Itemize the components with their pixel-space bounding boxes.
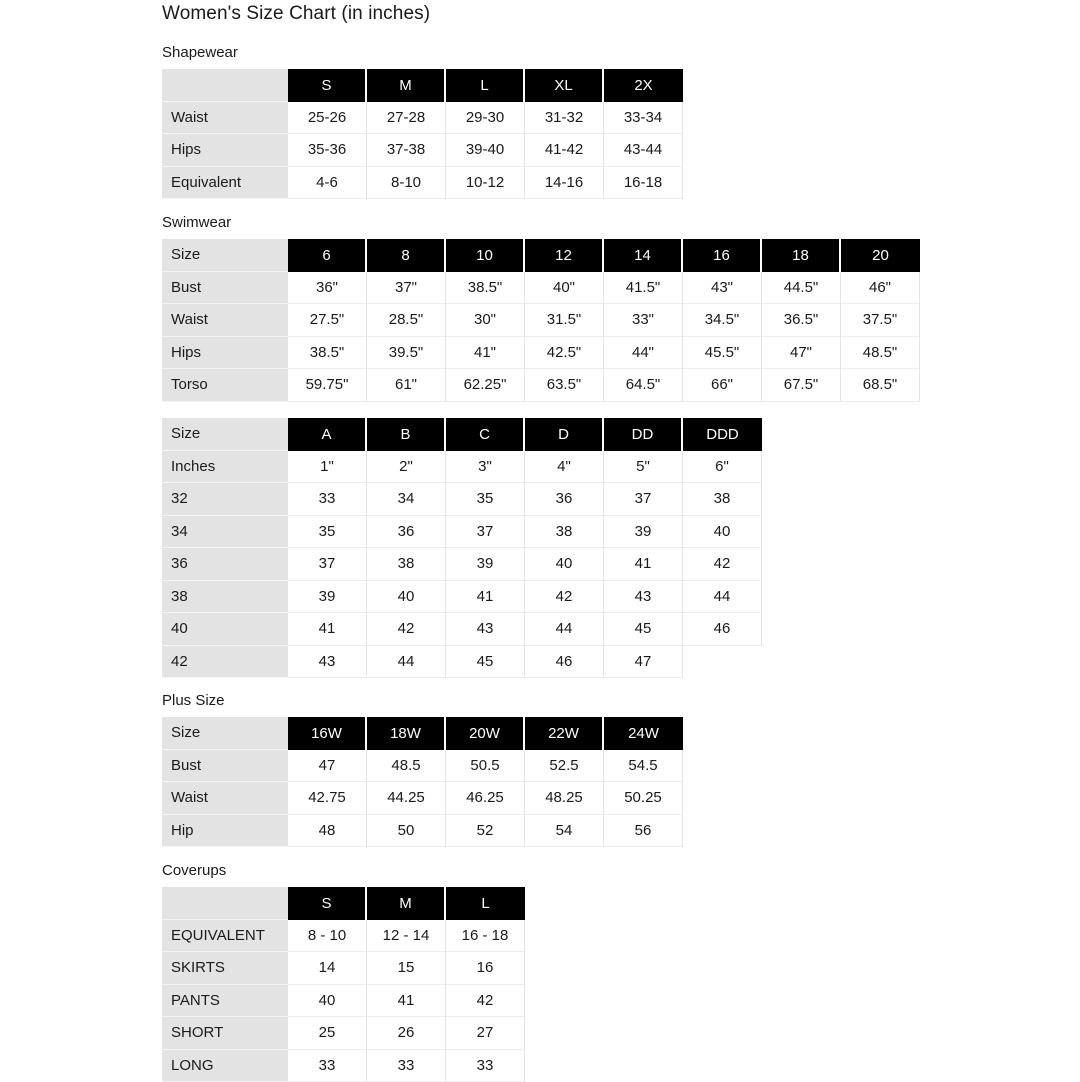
- table-cell: 62.25": [446, 369, 525, 402]
- column-header: L: [446, 887, 525, 920]
- table-cell: 61": [367, 369, 446, 402]
- table-cell: 47": [762, 337, 841, 370]
- section-title-coverups: Coverups: [162, 862, 226, 880]
- table-cell: 40: [288, 985, 367, 1018]
- column-header: 16: [683, 239, 762, 272]
- table-cell: 41.5": [604, 272, 683, 305]
- column-header: M: [367, 69, 446, 102]
- table-cell: 39.5": [367, 337, 446, 370]
- table-cell: 43: [288, 646, 367, 679]
- table-cell: 41: [367, 985, 446, 1018]
- column-header: B: [367, 418, 446, 451]
- table-cell: 43": [683, 272, 762, 305]
- table-cell: 68.5": [841, 369, 920, 402]
- row-label: 32: [162, 483, 288, 516]
- column-header: 22W: [525, 717, 604, 750]
- table-cell: 36.5": [762, 304, 841, 337]
- row-label: 40: [162, 613, 288, 646]
- table-cell: 41: [604, 548, 683, 581]
- table-cell: 29-30: [446, 102, 525, 135]
- table-header-row: [162, 418, 762, 451]
- page-title: Women's Size Chart (in inches): [162, 2, 430, 26]
- table-cell: 50.5: [446, 750, 525, 783]
- column-header: D: [525, 418, 604, 451]
- table-cell: 52.5: [525, 750, 604, 783]
- table-cell: 46: [683, 613, 762, 646]
- column-header: S: [288, 69, 367, 102]
- table-cell: 42: [446, 985, 525, 1018]
- table-cell: 35: [446, 483, 525, 516]
- table-row: [162, 952, 525, 985]
- table-cell: 52: [446, 815, 525, 848]
- column-header: 8: [367, 239, 446, 272]
- table-cell: 40: [683, 516, 762, 549]
- table-header-row: [162, 69, 683, 102]
- table-header-row: [162, 887, 525, 920]
- table-cell: 10-12: [446, 167, 525, 200]
- table-cell: 37.5": [841, 304, 920, 337]
- table-cell: 27: [446, 1017, 525, 1050]
- column-header: 18: [762, 239, 841, 272]
- row-label: Equivalent: [162, 167, 288, 200]
- row-label: SHORT: [162, 1017, 288, 1050]
- table-row: [162, 646, 762, 679]
- table-cell: 46.25: [446, 782, 525, 815]
- table-cell: 40: [525, 548, 604, 581]
- row-label: Bust: [162, 750, 288, 783]
- swimwear-table: [162, 239, 920, 402]
- table-cell: 45.5": [683, 337, 762, 370]
- table-cell: 42: [683, 548, 762, 581]
- table-cell: 48.25: [525, 782, 604, 815]
- table-row: [162, 483, 762, 516]
- table-cell: 1": [288, 451, 367, 484]
- table-row: [162, 369, 920, 402]
- column-header: C: [446, 418, 525, 451]
- table-cell: 54.5: [604, 750, 683, 783]
- row-label: Waist: [162, 304, 288, 337]
- table-row: [162, 782, 683, 815]
- table-cell: 33-34: [604, 102, 683, 135]
- table-cell: 41": [446, 337, 525, 370]
- table-cell: 48: [288, 815, 367, 848]
- section-title-swimwear: Swimwear: [162, 214, 231, 232]
- table-cell: 16: [446, 952, 525, 985]
- row-label: Inches: [162, 451, 288, 484]
- column-header: 2X: [604, 69, 683, 102]
- column-header: 14: [604, 239, 683, 272]
- table-row: [162, 102, 683, 135]
- table-cell: 44: [683, 581, 762, 614]
- column-header: L: [446, 69, 525, 102]
- table-cell: 48.5": [841, 337, 920, 370]
- table-cell: 63.5": [525, 369, 604, 402]
- cup-size-table: [162, 418, 762, 678]
- table-cell: 16-18: [604, 167, 683, 200]
- table-cell: 37: [288, 548, 367, 581]
- table-cell: 46": [841, 272, 920, 305]
- table-cell: 44: [525, 613, 604, 646]
- table-cell: 44": [604, 337, 683, 370]
- table-cell: 34.5": [683, 304, 762, 337]
- table-cell: 43-44: [604, 134, 683, 167]
- table-cell: 38: [525, 516, 604, 549]
- table-cell: 46: [525, 646, 604, 679]
- table-header-row: [162, 239, 920, 272]
- header-label: [162, 69, 288, 102]
- table-cell: 45: [604, 613, 683, 646]
- table-cell: 50: [367, 815, 446, 848]
- table-cell: 35: [288, 516, 367, 549]
- table-cell: 31-32: [525, 102, 604, 135]
- row-label: 36: [162, 548, 288, 581]
- row-label: EQUIVALENT: [162, 920, 288, 953]
- table-cell: 8 - 10: [288, 920, 367, 953]
- row-label: Hip: [162, 815, 288, 848]
- column-header: 12: [525, 239, 604, 272]
- table-cell: 39-40: [446, 134, 525, 167]
- column-header: 24W: [604, 717, 683, 750]
- table-cell: 2": [367, 451, 446, 484]
- table-cell: 33: [288, 483, 367, 516]
- section-title-plus-size: Plus Size: [162, 692, 225, 710]
- table-cell: 25-26: [288, 102, 367, 135]
- table-row: [162, 1017, 525, 1050]
- column-header: M: [367, 887, 446, 920]
- row-label: Torso: [162, 369, 288, 402]
- table-cell: 35-36: [288, 134, 367, 167]
- table-cell: 44: [367, 646, 446, 679]
- table-cell: 37: [604, 483, 683, 516]
- table-cell: 36": [288, 272, 367, 305]
- table-cell: 33": [604, 304, 683, 337]
- row-label: 38: [162, 581, 288, 614]
- table-cell: 67.5": [762, 369, 841, 402]
- section-title-shapewear: Shapewear: [162, 44, 238, 62]
- column-header: 10: [446, 239, 525, 272]
- table-cell: 36: [367, 516, 446, 549]
- table-cell: 30": [446, 304, 525, 337]
- plus-size-table: [162, 717, 683, 847]
- table-cell: 41: [446, 581, 525, 614]
- table-cell: 42: [525, 581, 604, 614]
- table-cell: 37": [367, 272, 446, 305]
- column-header: 18W: [367, 717, 446, 750]
- table-cell: 33: [446, 1050, 525, 1082]
- table-cell: 14-16: [525, 167, 604, 200]
- header-label: [162, 887, 288, 920]
- table-cell: 38.5": [446, 272, 525, 305]
- row-label: LONG: [162, 1050, 288, 1082]
- table-cell: 59.75": [288, 369, 367, 402]
- header-label: Size: [162, 717, 288, 750]
- column-header: DDD: [683, 418, 762, 451]
- table-cell: 50.25: [604, 782, 683, 815]
- table-cell: 39: [446, 548, 525, 581]
- table-cell: 41-42: [525, 134, 604, 167]
- table-row: [162, 304, 920, 337]
- table-cell: 44.5": [762, 272, 841, 305]
- table-cell: 3": [446, 451, 525, 484]
- table-row: [162, 337, 920, 370]
- table-cell: 38.5": [288, 337, 367, 370]
- table-cell: 42: [367, 613, 446, 646]
- table-cell: 26: [367, 1017, 446, 1050]
- table-header-row: [162, 717, 683, 750]
- table-row: [162, 920, 525, 953]
- table-cell: 12 - 14: [367, 920, 446, 953]
- table-cell: 27.5": [288, 304, 367, 337]
- table-row: [162, 548, 762, 581]
- row-label: 42: [162, 646, 288, 679]
- table-cell: 14: [288, 952, 367, 985]
- table-cell: 4-6: [288, 167, 367, 200]
- table-cell: 33: [367, 1050, 446, 1082]
- header-label: Size: [162, 239, 288, 272]
- table-cell: 37: [446, 516, 525, 549]
- table-cell: 45: [446, 646, 525, 679]
- shapewear-table: [162, 69, 683, 199]
- table-row: [162, 985, 525, 1018]
- column-header: DD: [604, 418, 683, 451]
- table-cell: 41: [288, 613, 367, 646]
- table-row: [162, 451, 762, 484]
- table-cell: 38: [367, 548, 446, 581]
- header-label: Size: [162, 418, 288, 451]
- row-label: Waist: [162, 782, 288, 815]
- table-cell: 33: [288, 1050, 367, 1082]
- table-cell: 56: [604, 815, 683, 848]
- row-label: Waist: [162, 102, 288, 135]
- table-row: [162, 167, 683, 200]
- table-cell: 39: [604, 516, 683, 549]
- table-cell: 42.75: [288, 782, 367, 815]
- table-cell: 40: [367, 581, 446, 614]
- table-cell: 6": [683, 451, 762, 484]
- table-row: [162, 750, 683, 783]
- table-cell: 5": [604, 451, 683, 484]
- table-cell: 44.25: [367, 782, 446, 815]
- row-label: Hips: [162, 134, 288, 167]
- table-cell: 48.5: [367, 750, 446, 783]
- table-cell: 16 - 18: [446, 920, 525, 953]
- table-row: [162, 134, 683, 167]
- row-label: Bust: [162, 272, 288, 305]
- table-row: [162, 613, 762, 646]
- table-cell: 25: [288, 1017, 367, 1050]
- table-cell: 39: [288, 581, 367, 614]
- table-cell: 28.5": [367, 304, 446, 337]
- table-row: [162, 1050, 525, 1082]
- row-label: Hips: [162, 337, 288, 370]
- column-header: XL: [525, 69, 604, 102]
- row-label: PANTS: [162, 985, 288, 1018]
- column-header: 16W: [288, 717, 367, 750]
- column-header: 20: [841, 239, 920, 272]
- table-cell: 36: [525, 483, 604, 516]
- table-cell: [683, 646, 762, 679]
- column-header: 20W: [446, 717, 525, 750]
- table-cell: 66": [683, 369, 762, 402]
- table-cell: 54: [525, 815, 604, 848]
- table-cell: 47: [604, 646, 683, 679]
- table-cell: 40": [525, 272, 604, 305]
- column-header: S: [288, 887, 367, 920]
- table-cell: 8-10: [367, 167, 446, 200]
- row-label: 34: [162, 516, 288, 549]
- table-cell: 31.5": [525, 304, 604, 337]
- table-row: [162, 516, 762, 549]
- table-cell: 27-28: [367, 102, 446, 135]
- table-cell: 38: [683, 483, 762, 516]
- table-cell: 43: [604, 581, 683, 614]
- column-header: A: [288, 418, 367, 451]
- table-cell: 47: [288, 750, 367, 783]
- table-row: [162, 815, 683, 848]
- coverups-table: [162, 887, 525, 1082]
- column-header: 6: [288, 239, 367, 272]
- table-cell: 42.5": [525, 337, 604, 370]
- table-cell: 34: [367, 483, 446, 516]
- table-cell: 4": [525, 451, 604, 484]
- table-cell: 43: [446, 613, 525, 646]
- table-row: [162, 581, 762, 614]
- table-row: [162, 272, 920, 305]
- row-label: SKIRTS: [162, 952, 288, 985]
- table-cell: 37-38: [367, 134, 446, 167]
- table-cell: 15: [367, 952, 446, 985]
- table-cell: 64.5": [604, 369, 683, 402]
